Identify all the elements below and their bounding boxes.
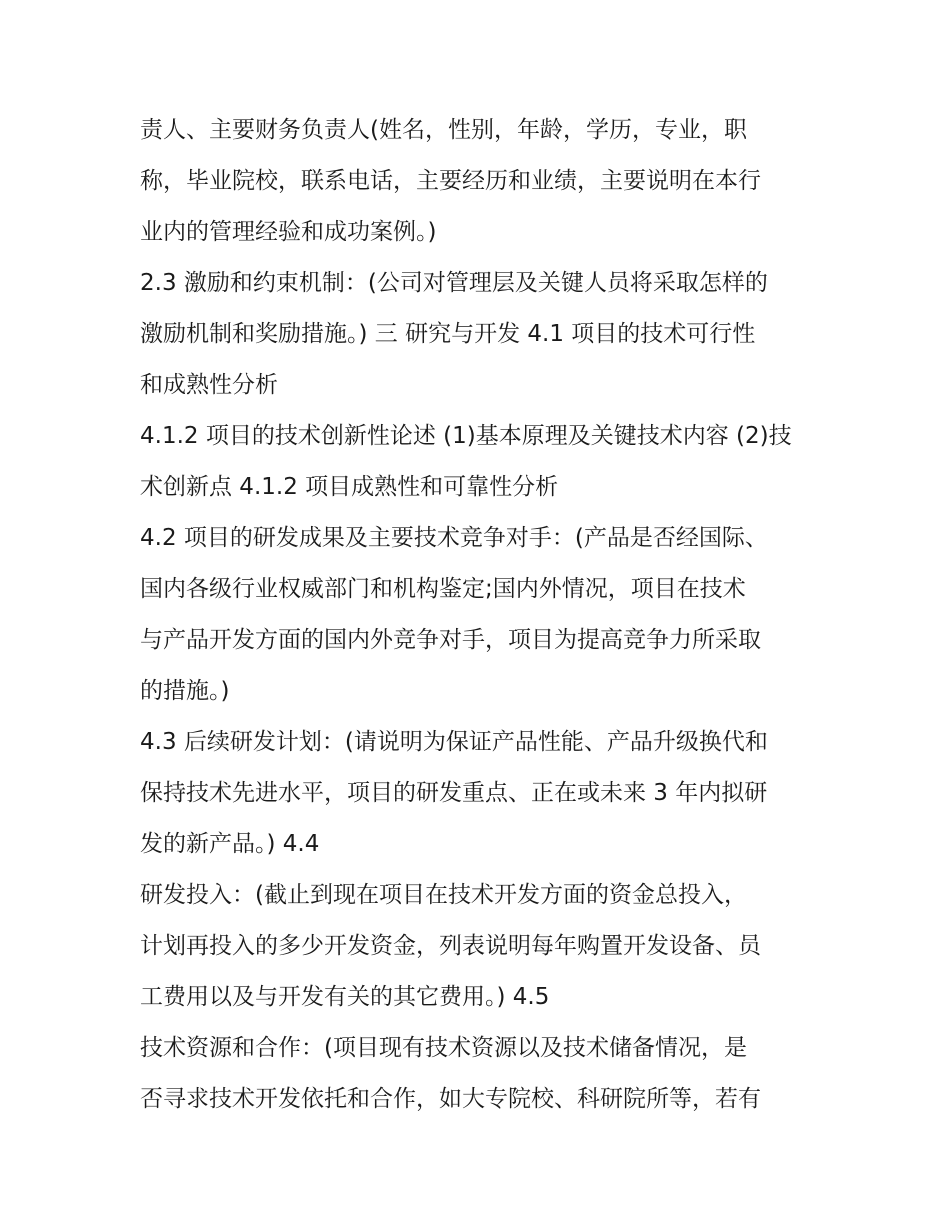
text-line: 发的新产品。) 4.4 [140,831,320,857]
document-body [140,108,820,1128]
text-line: 和成熟性分析 [140,372,278,398]
text-line: 2.3 激励和约束机制：(公司对管理层及关键人员将采取怎样的 [140,270,768,296]
text-line: 否寻求技术开发依托和合作，如大专院校、科研院所等，若有 [140,1086,761,1112]
text-line: 4.2 项目的研发成果及主要技术竞争对手：(产品是否经国际、 [140,525,768,551]
text-line: 保持技术先进水平，项目的研发重点、正在或未来 3 年内拟研 [140,780,768,806]
text-line: 激励机制和奖励措施。) 三 研究与开发 4.1 项目的技术可行性 [140,321,756,347]
text-line: 4.1.2 项目的技术创新性论述 (1)基本原理及关键技术内容 (2)技 [140,423,792,449]
text-line: 称，毕业院校，联系电话，主要经历和业绩，主要说明在本行 [140,168,761,194]
text-line: 责人、主要财务负责人(姓名，性别，年龄，学历，专业，职 [140,117,747,143]
text-line: 国内各级行业权威部门和机构鉴定;国内外情况，项目在技术 [140,576,746,602]
text-line: 业内的管理经验和成功案例。) [140,219,437,245]
text-line: 研发投入：(截止到现在项目在技术开发方面的资金总投入， [140,882,747,908]
text-line: 术创新点 4.1.2 项目成熟性和可靠性分析 [140,474,559,500]
text-line: 与产品开发方面的国内外竞争对手，项目为提高竞争力所采取 [140,627,761,653]
text-line: 的措施。) [140,678,230,704]
text-line: 技术资源和合作：(项目现有技术资源以及技术储备情况，是 [140,1035,747,1061]
text-line: 计划再投入的多少开发资金，列表说明每年购置开发设备、员 [140,933,761,959]
text-line: 工费用以及与开发有关的其它费用。) 4.5 [140,984,550,1010]
text-line: 4.3 后续研发计划：(请说明为保证产品性能、产品升级换代和 [140,729,768,755]
